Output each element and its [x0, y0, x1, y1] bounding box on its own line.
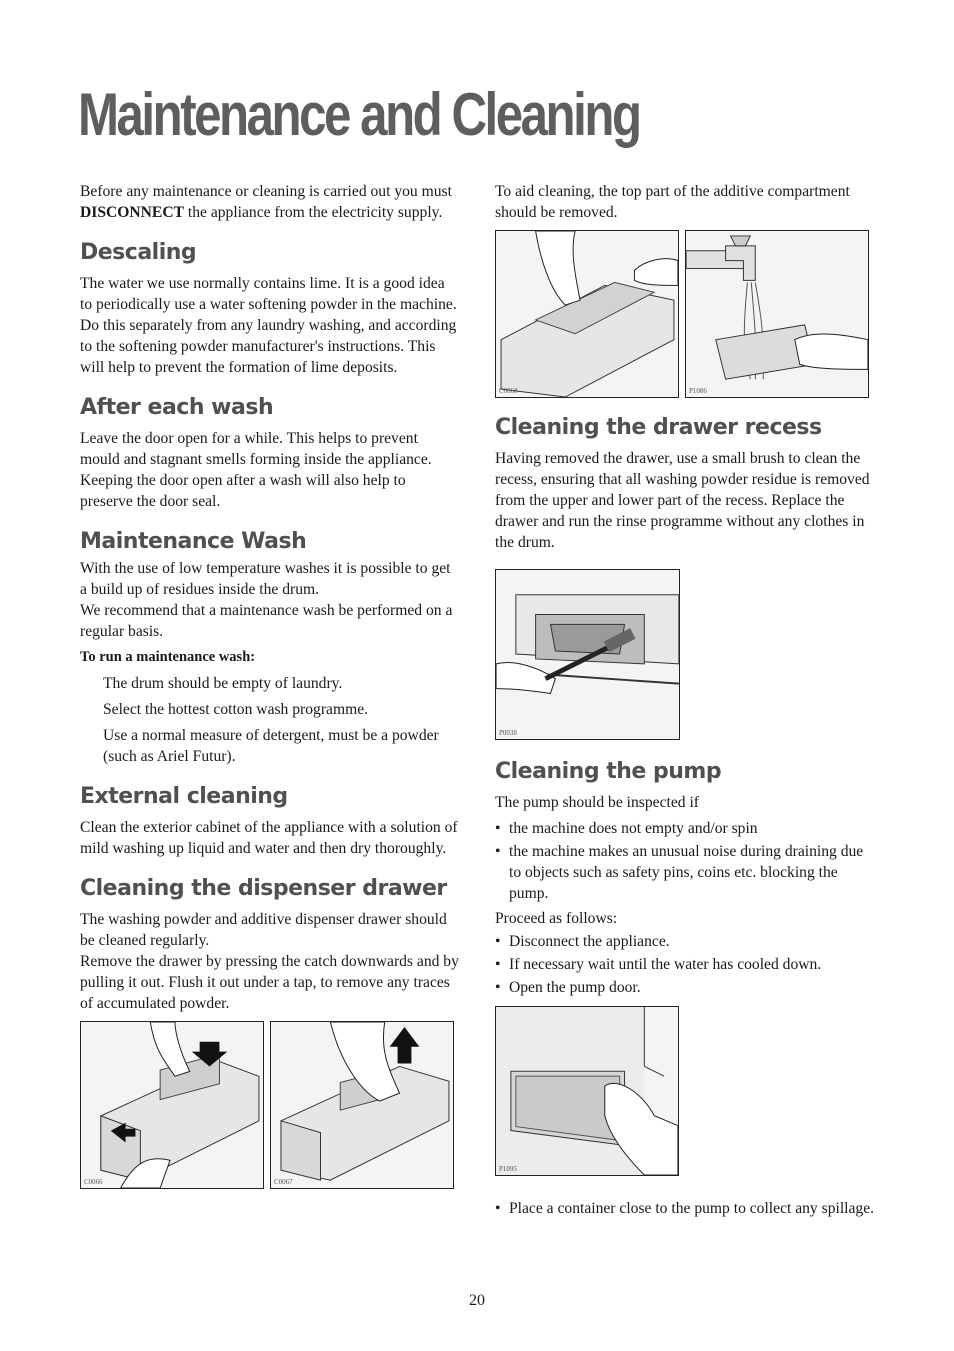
figure-code: P1086 [689, 387, 707, 395]
descaling-text: The water we use normally contains lime. It is a good idea to periodically use a water softening powder in the machine. Do this separately from any laundry washing, and according to the softening powder manufacturer's instructions. This will help to prevent the formation of lime deposits. [80, 275, 457, 376]
tap-illustration [686, 231, 868, 397]
after-wash-text: Leave the door open for a while. This helps to prevent mould and stagnant smells forming inside the appliance. Keeping the door open after a wash will also help to preserve the door seal. [80, 430, 432, 510]
maintenance-step: Select the hottest cotton wash programme. [103, 701, 369, 718]
dispenser-text1: The washing powder and additive dispenser drawer should be cleaned regularly. [80, 911, 447, 949]
external-cleaning-text: Clean the exterior cabinet of the appliance with a solution of mild washing up liquid and water and then dry thoroughly. [80, 819, 458, 857]
figure-code: P1095 [499, 1165, 517, 1173]
pump-heading: Cleaning the pump [495, 759, 722, 784]
pump-steps [495, 931, 875, 998]
dispenser-heading: Cleaning the dispenser drawer [80, 876, 447, 901]
recess-text: Having removed the drawer, use a small brush to clean the recess, ensuring that all washing powder residue is removed from the upper and lower part of the recess. Replace the drawer and run the rinse programme without any clothes in the drum. [495, 450, 870, 551]
figure-code: C0066 [84, 1178, 103, 1186]
page-title: Maintenance and Cleaning [78, 81, 640, 148]
pump-door-figure [495, 1006, 679, 1176]
dispenser-figure-press-catch [80, 1021, 264, 1189]
list-item: • Disconnect the appliance. [495, 931, 875, 952]
figure-code: C0067 [274, 1178, 293, 1186]
descaling-heading: Descaling [80, 240, 197, 265]
top-part-figures [495, 230, 875, 398]
figure-code: P0038 [499, 729, 517, 737]
list-item: • If necessary wait until the water has cooled down. [495, 954, 875, 975]
remove-top-part-illustration [496, 231, 678, 397]
right-column [495, 181, 875, 1220]
pump-door-illustration [496, 1007, 678, 1175]
dispenser-figures [80, 1021, 460, 1189]
intro-part2: the appliance from the electricity supply. [183, 204, 443, 221]
maintenance-step: Use a normal measure of detergent, must be a powder (such as Ariel Futur). [103, 727, 439, 765]
recess-figure [495, 569, 680, 740]
intro-part1: Before any maintenance or cleaning is carried out you must [80, 183, 452, 200]
brush-recess-illustration [496, 570, 679, 739]
list-item: • the machine makes an unusual noise during draining due to objects such as safety pins, coins etc. blocking the pump. [495, 841, 875, 904]
dispenser-text2: Remove the drawer by pressing the catch downwards and by pulling it out. Flush it out under a tap, to remove any traces of accumulated powder. [80, 953, 459, 1012]
figure-code: C0068 [499, 387, 518, 395]
maintenance-wash-text1: With the use of low temperature washes it is possible to get a build up of residues inside the drum. [80, 560, 451, 598]
pump-proceed: Proceed as follows: [495, 910, 618, 927]
external-cleaning-heading: External cleaning [80, 784, 288, 809]
intro-bold: DISCONNECT [80, 204, 184, 221]
list-item: • Open the pump door. [495, 977, 875, 998]
list-item: • Place a container close to the pump to collect any spillage. [495, 1200, 875, 1218]
pump-conditions [495, 818, 875, 904]
maintenance-steps [80, 673, 460, 767]
pump-final-list [495, 1200, 875, 1218]
intro-text [80, 181, 460, 223]
maintenance-wash-subheading: To run a maintenance wash: [80, 649, 256, 665]
top-part-text: To aid cleaning, the top part of the additive compartment should be removed. [495, 183, 850, 221]
maintenance-wash-heading: Maintenance Wash [80, 529, 307, 554]
recess-heading: Cleaning the drawer recess [495, 415, 822, 440]
drawer-press-illustration [81, 1022, 263, 1188]
after-wash-heading: After each wash [80, 395, 274, 420]
remove-top-part-figure [495, 230, 679, 398]
flush-under-tap-figure [685, 230, 869, 398]
list-item: • the machine does not empty and/or spin [495, 818, 875, 839]
left-column [80, 181, 460, 1189]
pump-intro: The pump should be inspected if [495, 794, 699, 811]
dispenser-figure-pull-out [270, 1021, 454, 1189]
page-number: 20 [469, 1292, 485, 1309]
maintenance-wash-text2: We recommend that a maintenance wash be performed on a regular basis. [80, 602, 453, 640]
maintenance-step: The drum should be empty of laundry. [103, 675, 343, 692]
drawer-pull-illustration [271, 1022, 453, 1188]
